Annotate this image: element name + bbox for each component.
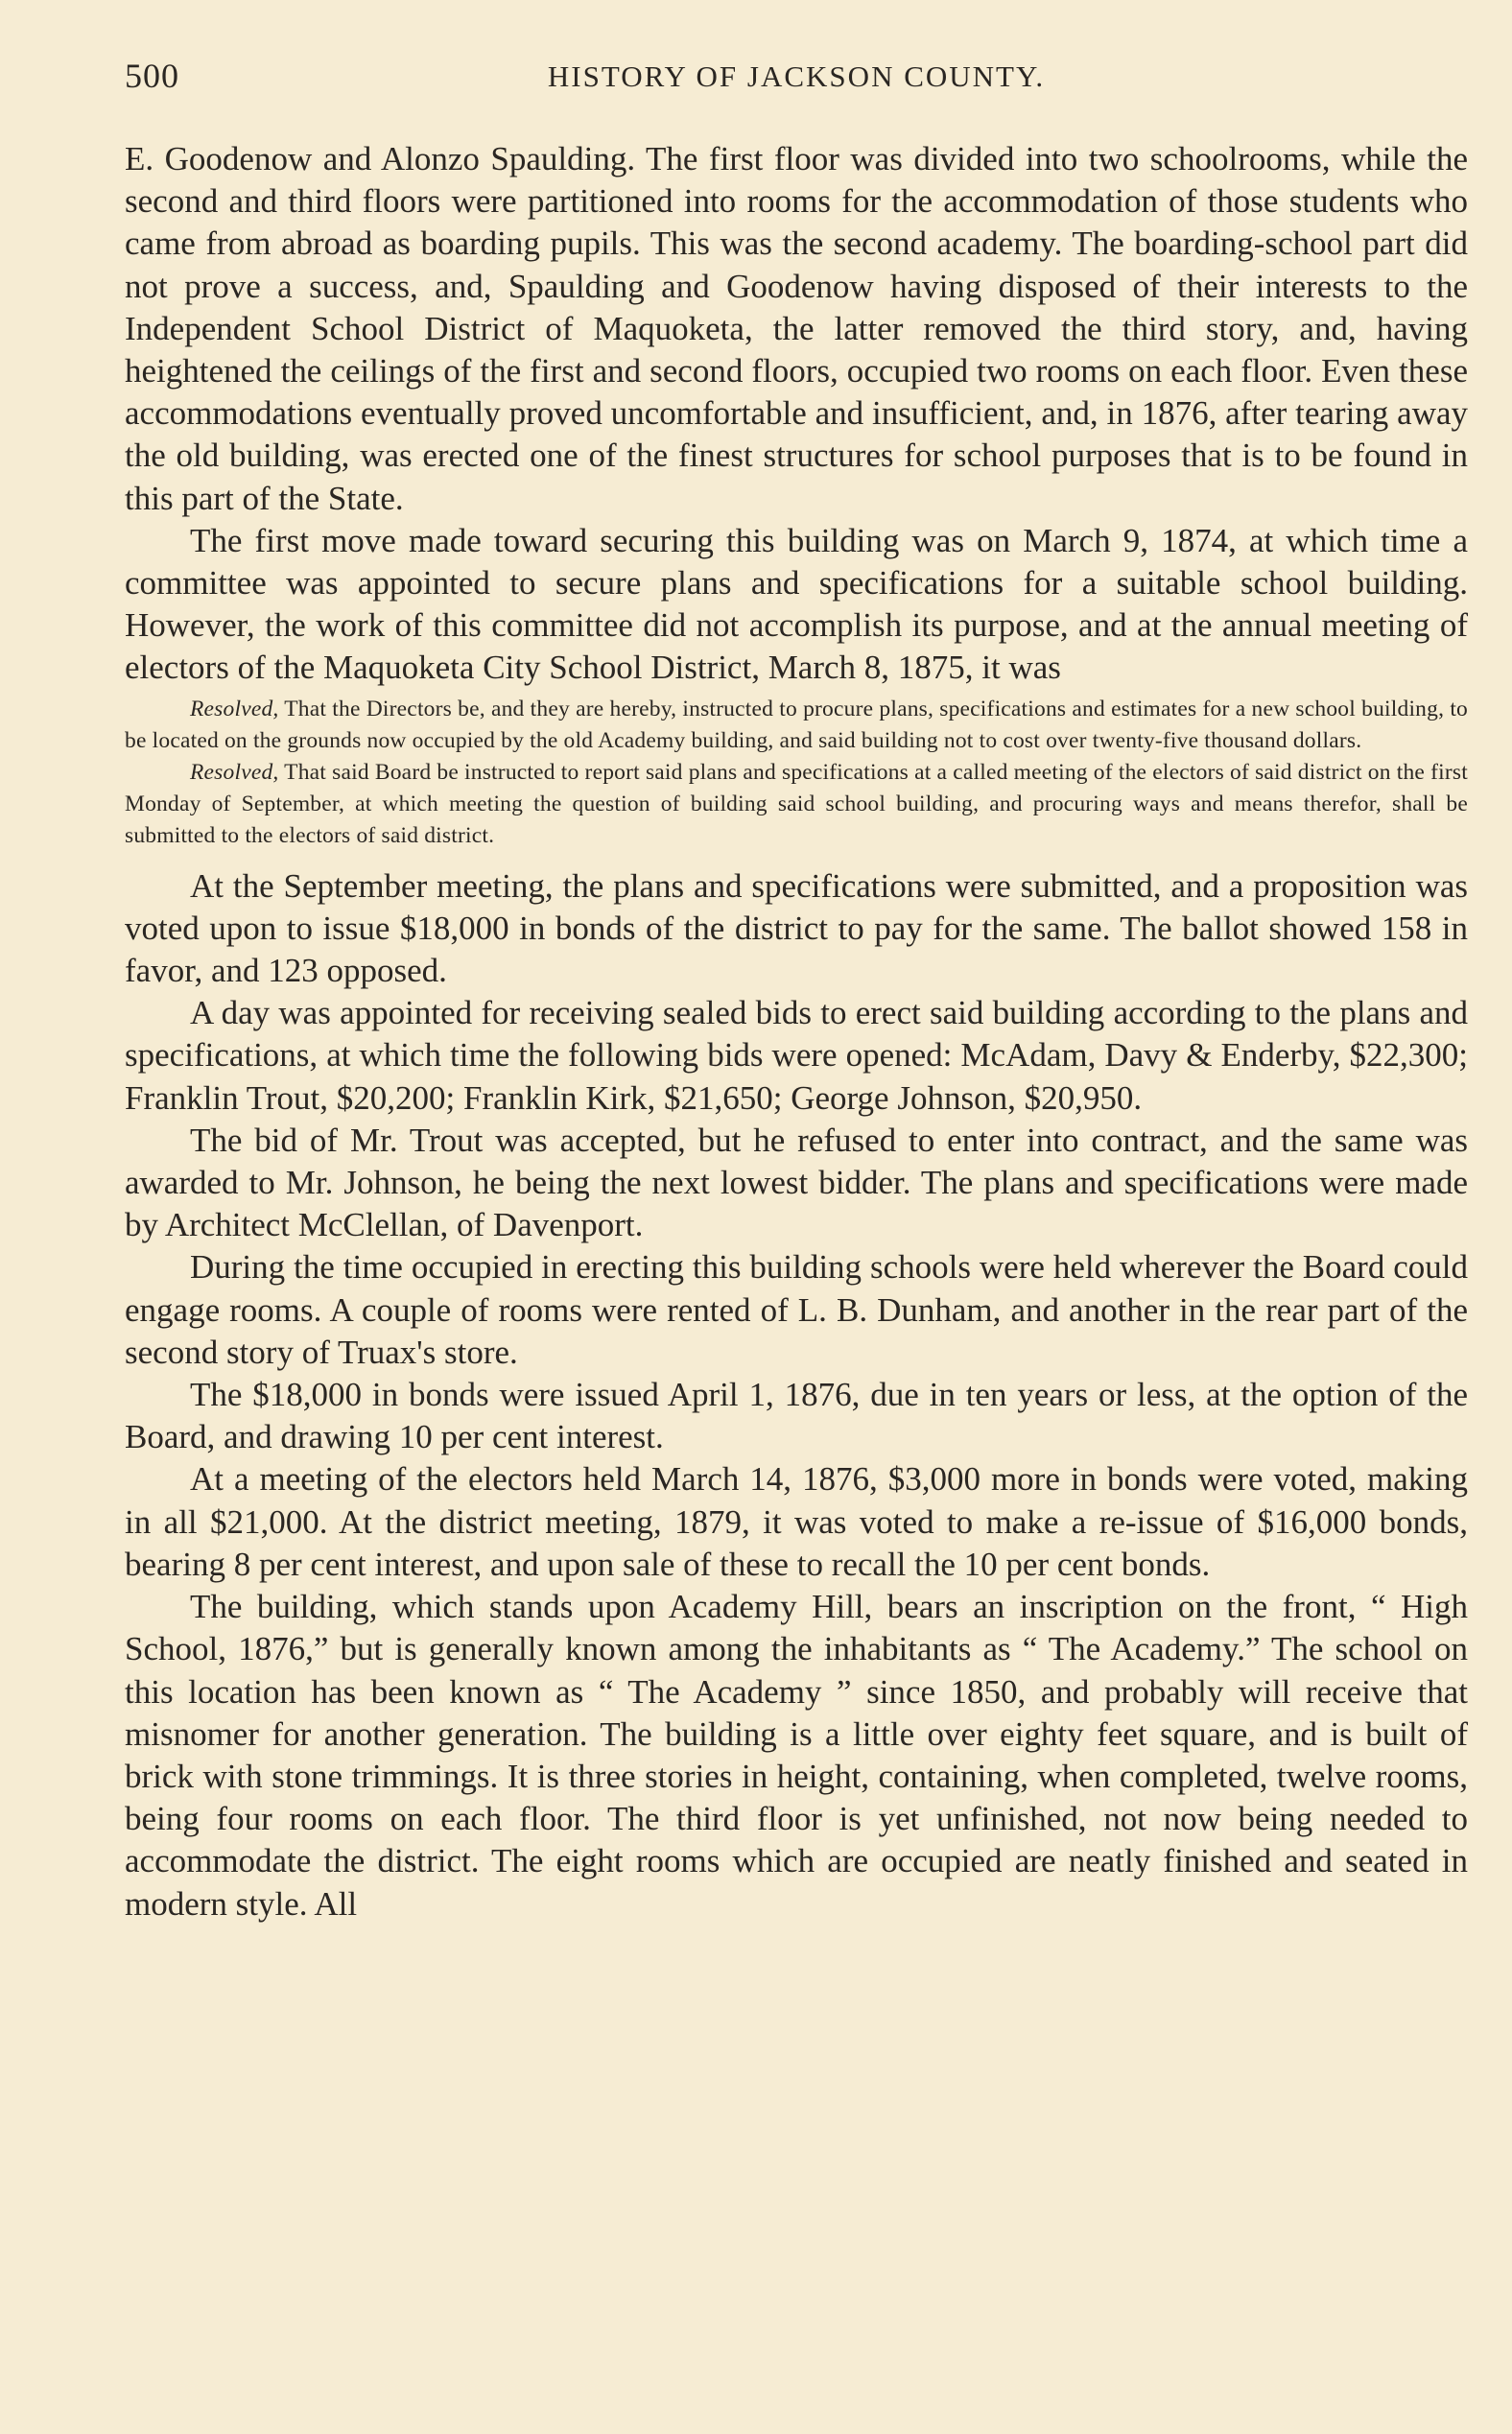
paragraph: The building, which stands upon Academy Hill, bears an inscription on the front, “ High School, 1876,” but is generally known among the inhabitants as “ The Academy.” The school on this location has been known as “ The Academy ” since 1850, and probably will receive that misnomer for another generation. The building is a little over eighty feet square, and is built of brick with stone trimmings. It is three stories in height, containing, when completed, twelve rooms, being four rooms on each floor. The third floor is yet unfinished, not now being needed to accommodate the district. The eight rooms which are occupied are neatly finished and seated in modern style. All (125, 1588, 1468, 1923)
resolutions-block (125, 694, 1468, 852)
resolution-label: Resolved, (190, 759, 279, 785)
resolution (125, 757, 1468, 852)
resolution-text: That said Board be instructed to report said plans and specifications at a called meeting of the electors of said district on the first Monday of September, at which meeting the question of building said school building, and procuring ways and means therefor, shall be submitted to the electors of said district. (125, 759, 1468, 848)
paragraph: A day was appointed for receiving sealed bids to erect said building according to the plans and specifications, at which time the following bids were opened: McAdam, Davy & Enderby, $22,300; Franklin Trout, $20,200; Franklin Kirk, $21,650; George Johnson, $20,950. (125, 994, 1468, 1117)
paragraph: The $18,000 in bonds were issued April 1, 1876, due in ten years or less, at the option of the Board, and drawing 10 per cent interest. (125, 1376, 1468, 1456)
paragraph: At the September meeting, the plans and specifications were submitted, and a proposition was voted upon to issue $18,000 in bonds of the district to pay for the same. The ballot showed 158 in favor, and 123 opposed. (125, 866, 1468, 990)
paragraph: The first move made toward securing this building was on March 9, 1874, at which time a committee was appointed to secure plans and specifications for a suitable school building. However, the work of this committee did not accomplish its purpose, and at the annual meeting of electors of the Maquoketa City School District, March 8, 1875, it was (125, 521, 1468, 687)
page-number: 500 (125, 57, 179, 95)
paragraph: E. Goodenow and Alonzo Spaulding. The first floor was divided into two schoolrooms, while the second and third floors were partitioned into rooms for the accommodation of those students who came from abroad as boarding pupils. This was the second academy. The boarding-school part did not prove a success, and, Spaulding and Goodenow having disposed of their interests to the Independent School District of Maquoketa, the latter removed the third story, and, having heightened the ceilings of the first and second floors, occupied two rooms on each floor. Even these accommodations eventually proved uncomfortable and insufficient, and, in 1876, after tearing away the old building, was erected one of the finest structures for school purposes that is to be found in this part of the State. (125, 140, 1468, 517)
paragraph: During the time occupied in erecting this building schools were held wherever the Board could engage rooms. A couple of rooms were rented of L. B. Dunham, and another in the rear part of the second story of Truax's store. (125, 1248, 1468, 1371)
resolution (125, 694, 1468, 757)
page-header (125, 56, 1468, 106)
book-page (125, 56, 1468, 1926)
paragraph: The bid of Mr. Trout was accepted, but he refused to enter into contract, and the same was awarded to Mr. Johnson, he being the next lowest bidder. The plans and specifications were made by Architect McClellan, of Davenport. (125, 1121, 1468, 1244)
body-text (125, 138, 1468, 1926)
paragraph: At a meeting of the electors held March 14, 1876, $3,000 more in bonds were voted, making in all $21,000. At the district meeting, 1879, it was voted to make a re-issue of $16,000 bonds, bearing 8 per cent interest, and upon sale of these to recall the 10 per cent bonds. (125, 1460, 1468, 1583)
running-title: HISTORY OF JACKSON COUNTY. (547, 59, 1046, 93)
resolution-label: Resolved, (190, 696, 279, 721)
resolution-text: That the Directors be, and they are hereby, instructed to procure plans, specifications and estimates for a new school building, to be located on the grounds now occupied by the old Academy building, and said building not to cost over twenty-five thousand dollars. (125, 696, 1468, 753)
